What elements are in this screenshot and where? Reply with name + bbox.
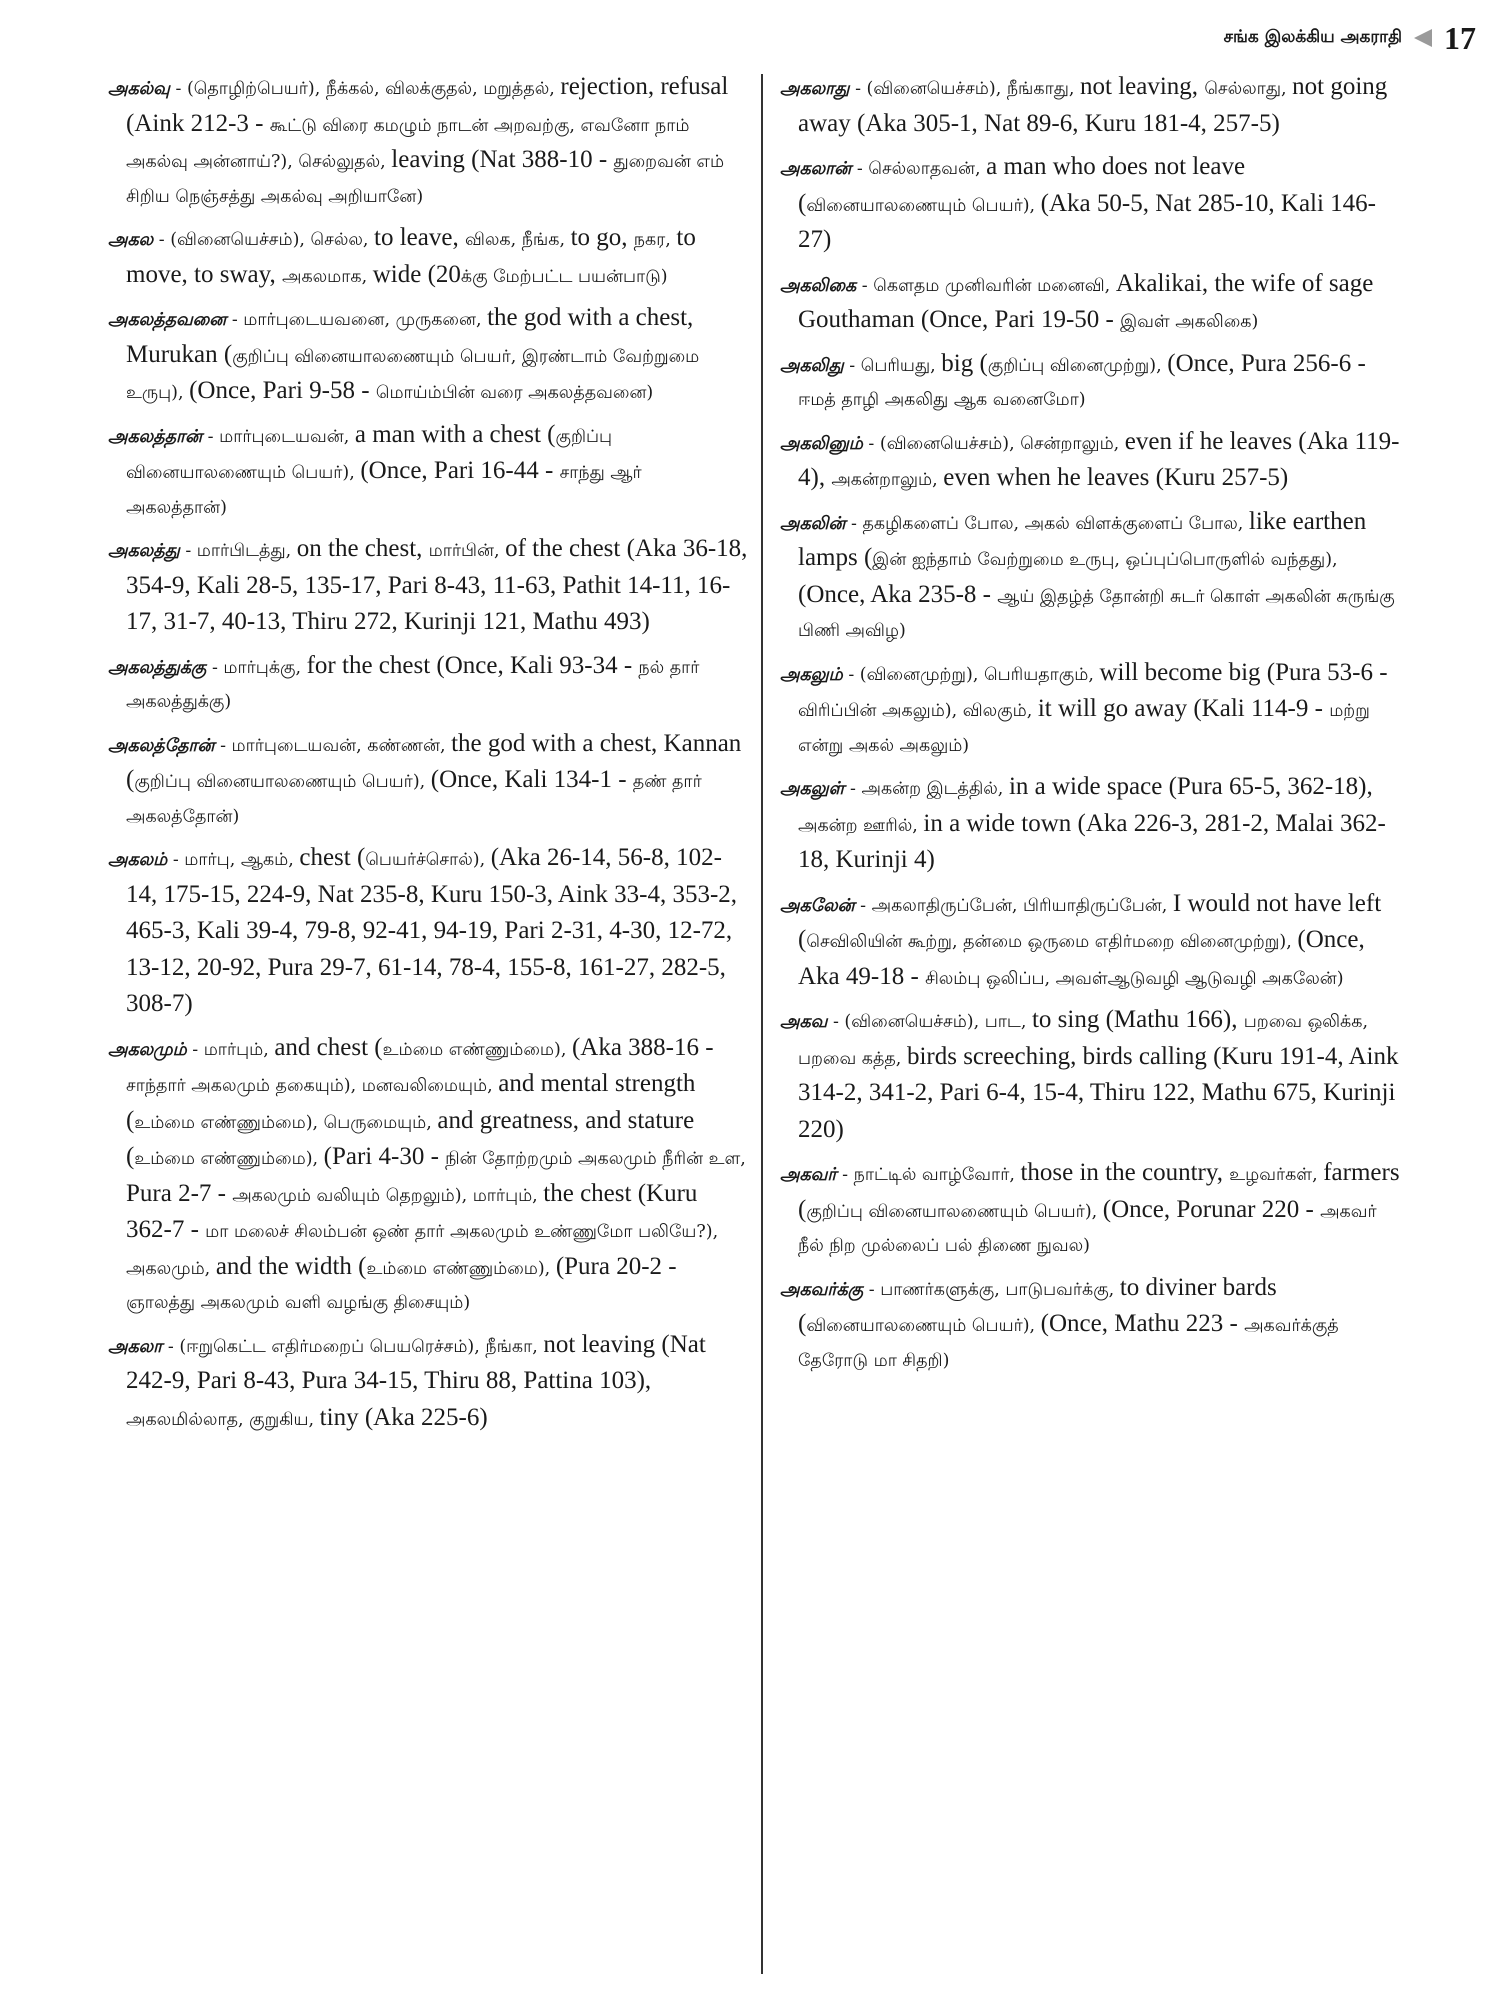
entry-tamil-text: - (வினையெச்சம்), சென்றாலும், [862,433,1125,454]
entry-english-text: wide (20 [372,260,461,288]
entry-tamil-text: மா மலைச் சிலம்பன் ஒண் தார் அகலமும் உண்ணுமோ பலியே?), அகலமும், [126,1222,719,1279]
entry-tamil-text: குறிப்பு வினையாலணையும் பெயர்), [806,1201,1103,1222]
entry-tamil-text: பறவை ஒலிக்க, பறவை கத்த, [798,1012,1369,1069]
page-number: 17 [1444,19,1476,56]
entry-english-text: and mental strength ( [126,1070,696,1134]
entry-english-text: (Aka 26-14, 56-8, 102-14, 175-15, 224-9, Nat 235-8, Kuru 150-3, Aink 33-4, 353-2, 465-3, Kali 39-4, 79-8, 92-41, 94-19, Pari 2-31, 4-30, 12-72, 13-12, 20-92, Pura 29-7, 61-14, 78-4, 155-8, 161-27, 282-5, 308-7) [126,844,738,1017]
entry-headword: அகலமும் [108,1039,187,1060]
entry-tamil-text: - (வினையெச்சம்), செல்ல, [153,230,375,250]
dictionary-entry [780,1003,1400,1149]
entry-english-text: to leave, [374,224,465,251]
entry-tamil-text: தண் தார் அகலத்தோன்) [126,772,702,827]
entry-tamil-text: - மார்பிடத்து, [179,541,297,561]
entry-tamil-text: - (வினையெச்சம்), நீங்காது, [849,79,1081,99]
entry-english-text: (Once, Aka 235-8 - [798,580,998,608]
entry-english-text: will become big (Pura 53-6 - [1099,658,1388,686]
entry-english-text: (Aka 388-16 - [571,1033,714,1061]
entry-tamil-text: - அகலாதிருப்பேன், பிரியாதிருப்பேன், [854,895,1173,916]
entry-english-text: and chest ( [274,1033,383,1061]
entry-headword: அகலா [108,1336,163,1357]
entry-headword: அகவ [780,1012,828,1032]
entry-english-text: the god with a chest, Kannan ( [126,729,742,793]
entry-english-text: not leaving, [1080,73,1205,100]
entry-tamil-text: - தகழிகளைப் போல, அகல் விளக்குளைப் போல, [845,513,1249,534]
entry-english-text: on the chest, [296,535,429,562]
entry-tamil-text: அகலமில்லாத, குறுகிய, [126,1409,320,1430]
entry-headword: அகலும் [780,664,843,685]
dictionary-entry [780,150,1400,260]
dictionary-entry [780,425,1400,498]
entry-tamil-text: - (ஈறுகெட்ட எதிர்மறைப் பெயரெச்சம்), நீங்கா, [162,1336,544,1357]
left-column [108,70,748,1990]
entry-tamil-text: நகர, [633,230,677,250]
entry-english-text: and the width ( [215,1252,367,1280]
entry-english-text: (Once, Pari 9-58 - [189,377,376,404]
entry-english-text: even when he leaves (Kuru 257-5) [943,464,1289,491]
dictionary-entry [780,1156,1400,1264]
entry-tamil-text: - மார்பும், [186,1039,275,1060]
entry-english-text: (Aka 50-5, Nat 285-10, Kali 146-27) [798,189,1377,253]
entry-tamil-text: அகவர் நீல் நிற முல்லைப் பல் திணை நுவல) [798,1201,1377,1256]
entry-tamil-text: - கௌதம முனிவரின் மனைவி, [856,275,1116,296]
dictionary-entry [108,1031,748,1321]
entry-tamil-text: அகன்றாலும், [831,470,944,490]
entry-tamil-text: ஈமத் தாழி அகலிது ஆக வனைமோ) [798,390,1086,410]
entry-tamil-text: அகவர்க்குத் தேரோடு மா சிதறி) [798,1316,1339,1371]
entry-headword: அகல்வு [108,79,170,99]
entry-english-text: not leaving (Nat 242-9, Pari 8-43, Pura 34-15, Thiru 88, Pattina 103), [126,1330,706,1394]
entry-english-text: (Once, Aka 49-18 - [798,926,1365,990]
entry-tamil-text: க்கு மேற்பட்ட பயன்பாடு) [460,266,668,287]
entry-english-text: the god with a chest, Murukan ( [126,304,694,368]
entry-tamil-text: ஆய் இதழ்த் தோன்றி சுடர் கொள் அகலின் சுருங்கு பிணி அவிழ) [798,586,1395,641]
entry-english-text: of the chest (Aka 36-18, 354-9, Kali 28-5, 135-17, Pari 8-43, 11-63, Pathit 14-11, 16-17, 31-7, 40-13, Thiru 272, Kurinji 121, Mathu 493) [126,535,748,635]
entry-tamil-text: குறிப்பு வினைமுற்று), [987,355,1168,376]
entry-tamil-text: - மார்புக்கு, [206,657,307,678]
entry-english-text: (Once, Pari 16-44 - [360,457,560,484]
entry-tamil-text: இவள் அகலிகை) [1120,312,1259,332]
entry-tamil-text: அகலமாக, [282,266,373,287]
entry-tamil-text: உம்மை எண்ணும்மை), பெருமையும், [134,1112,438,1133]
entry-tamil-text: ஞாலத்து அகலமும் வளி வழங்கு திசையும்) [126,1293,471,1313]
entry-tamil-text: - அகன்ற இடத்தில், [844,779,1009,799]
entry-english-text: farmers ( [798,1159,1400,1223]
dictionary-entry [780,267,1400,340]
triangle-marker-icon [1414,29,1432,47]
entry-english-text: to move, to sway, [126,224,696,288]
entry-tamil-text: சாந்தார் அகலமும் தகையும்), மனவலிமையும், [126,1076,499,1096]
entry-headword: அகலத்தான் [108,426,203,447]
entry-tamil-text: உம்மை எண்ணும்மை), [382,1039,572,1060]
entry-tamil-text: உம்மை எண்ணும்மை), [366,1258,556,1279]
entry-tamil-text: மொய்ம்பின் வரை அகலத்தவனை) [375,383,654,403]
entry-tamil-text: - மார்பு, ஆகம், [167,850,300,870]
entry-tamil-text: சிலம்பு ஒலிப்ப, அவள்ஆடுவழி ஆடுவழி அகலேன்) [925,968,1344,989]
entry-tamil-text: - (தொழிற்பெயர்), நீக்கல், விலக்குதல், மறுத்தல், [169,79,561,99]
entry-english-text: big ( [941,349,988,377]
entry-tamil-text: விரிப்பின் அகலும்), விலகும், [798,701,1038,721]
entry-headword: அகலத்துக்கு [108,657,207,678]
entry-tamil-text: விலக, நீங்க, [464,230,571,250]
dictionary-entry [780,70,1400,143]
entry-headword: அகலிது [780,355,844,376]
dictionary-entry [108,70,748,214]
entry-tamil-text: கூட்டு விரை கமழும் நாடன் அறவற்கு, எவனோ நாம் அகல்வு அன்னாய்?), செல்லுதல், [126,115,690,172]
entry-tamil-text: துறைவன் எம் சிறிய நெஞ்சத்து அகல்வு அறியானே) [126,152,725,207]
entry-tamil-text: சாந்து ஆர் அகலத்தான்) [126,463,642,518]
entry-english-text: rejection, refusal (Aink 212-3 - [126,73,729,137]
dictionary-entry [108,1328,748,1438]
entry-tamil-text: நல் தார் அகலத்துக்கு) [126,657,700,712]
entry-english-text: (Once, Pura 256-6 - [1167,349,1366,377]
entry-english-text: in a wide town (Aka 226-3, 281-2, Malai 362-18, Kurinji 4) [798,809,1386,873]
entry-english-text: birds screeching, birds calling (Kuru 191-4, Aink 314-2, 341-2, Pari 6-4, 15-4, Thiru 122, Mathu 675, Kurinji 220) [798,1042,1399,1143]
entry-headword: அகலினும் [780,433,863,454]
entry-tamil-text: - (வினைமுற்று), பெரியதாகும், [842,664,1100,685]
entry-headword: அகலத்து [108,541,180,561]
entry-headword: அகல [108,230,154,250]
entry-tamil-text: - செல்லாதவன், [851,159,987,179]
entry-tamil-text: நின் தோற்றமும் அகலமும் நீரின் உள, [445,1149,746,1169]
entry-english-text: chest ( [299,844,366,871]
page-header [1224,16,1476,60]
entry-english-text: it will go away (Kali 114-9 - [1037,695,1330,722]
dictionary-entry [108,418,748,526]
entry-tamil-text: குறிப்பு வினையாலணையும் பெயர்), [134,772,431,792]
entry-headword: அகலத்தவனை [108,310,227,330]
entry-tamil-text: அகலமும் வலியும் தெறலும்), மார்பும், [232,1185,544,1206]
entry-english-text: the chest (Kuru 362-7 - [126,1179,698,1243]
dictionary-entry [108,221,748,294]
entry-headword: அகலிகை [780,275,857,296]
entry-headword: அகலுள் [780,779,845,799]
entry-english-text: those in the country, [1020,1159,1230,1186]
entry-english-text: (Once, Mathu 223 - [1040,1310,1245,1337]
entry-tamil-text: செவிலியின் கூற்று, தன்மை ஒருமை எதிர்மறை வினைமுற்று), [806,932,1298,952]
entry-english-text: a man with a chest ( [354,420,556,448]
entry-english-text: even if he leaves (Aka 119-4), [798,427,1400,491]
entry-tamil-text: - பாணர்களுக்கு, பாடுபவர்க்கு, [863,1279,1120,1300]
dictionary-entry [108,649,748,720]
entry-tamil-text: மற்று என்று அகல் அகலும்) [798,701,1370,756]
entry-tamil-text: மார்பின், [428,541,506,561]
column-divider [761,74,763,1974]
entry-headword: அகலாது [780,79,850,99]
right-column [780,70,1400,1990]
entry-english-text: leaving (Nat 388-10 - [391,146,614,173]
entry-tamil-text: - பெரியது, [843,355,942,376]
entry-tamil-text: - (வினையெச்சம்), பாட, [827,1012,1032,1032]
entry-tamil-text: குறிப்பு வினையாலணையும் பெயர், இரண்டாம் வேற்றுமை உருபு), [126,346,700,403]
entry-english-text: (Pura 20-2 - [555,1252,677,1280]
entry-tamil-text: வினையாலணையும் பெயர்), [806,195,1041,216]
entry-english-text: (Once, Kali 134-1 - [430,766,633,793]
entry-english-text: Pura 2-7 - [126,1179,233,1207]
entry-tamil-text: பெயர்ச்சொல்), [365,850,491,870]
entry-headword: அகவர்க்கு [780,1279,864,1300]
entry-tamil-text: இன் ஐந்தாம் வேற்றுமை உருபு, ஒப்புப்பொருளில் வந்தது), [872,550,1338,570]
entry-tamil-text: - நாட்டில் வாழ்வோர், [836,1165,1021,1185]
entry-tamil-text: செல்லாது, [1204,79,1293,99]
dictionary-entry [108,841,748,1024]
entry-tamil-text: உம்மை எண்ணும்மை), [134,1149,324,1169]
entry-english-text: (Pari 4-30 - [323,1143,446,1170]
entry-tamil-text: உழவர்கள், [1229,1165,1324,1185]
entry-headword: அகலத்தோன் [108,735,215,756]
entry-english-text: tiny (Aka 225-6) [319,1403,488,1431]
entry-tamil-text: அகன்ற ஊரில், [798,815,924,836]
entry-english-text: not going away (Aka 305-1, Nat 89-6, Kuru 181-4, 257-5) [798,73,1388,137]
entry-tamil-text: வினையாலணையும் பெயர்), [806,1316,1041,1336]
entry-english-text: (Once, Porunar 220 - [1102,1195,1321,1223]
dictionary-entry [108,727,748,835]
dictionary-entry [108,301,748,411]
dictionary-entry [780,656,1400,764]
entry-english-text: to go, [570,224,634,251]
entry-headword: அகலான் [780,159,852,179]
entry-tamil-text: - மார்புடையவன், கண்ணன், [214,735,452,756]
entry-headword: அகலம் [108,850,168,870]
entry-english-text: Akalikai, the wife of sage Gouthaman (Once, Pari 19-50 - [798,269,1374,333]
entry-english-text: a man who does not leave ( [798,153,1246,217]
dictionary-entry [780,505,1400,649]
entry-english-text: in a wide space (Pura 65-5, 362-18), [1008,773,1373,800]
entry-headword: அகலின் [780,513,846,534]
entry-english-text: for the chest (Once, Kali 93-34 - [306,651,639,679]
entry-english-text: like earthen lamps ( [798,507,1367,571]
book-title: சங்க இலக்கிய அகராதி [1223,27,1402,47]
entry-english-text: I would not have left ( [798,889,1382,953]
entry-headword: அகலேன் [780,895,855,916]
entry-tamil-text: குறிப்பு வினையாலணையும் பெயர்), [126,426,613,483]
entry-english-text: to diviner bards ( [798,1273,1277,1337]
dictionary-entry [780,347,1400,418]
dictionary-entry [780,887,1400,997]
dictionary-entry [108,532,748,642]
entry-tamil-text: - மார்புடையவன், [202,426,355,447]
entry-tamil-text: - மார்புடையவனை, முருகனை, [226,310,488,330]
entry-english-text: to sing (Mathu 166), [1031,1006,1244,1033]
entry-english-text: and greatness, and stature ( [126,1106,695,1170]
entry-headword: அகவர் [780,1165,837,1185]
dictionary-entry [780,1271,1400,1379]
dictionary-entry [780,770,1400,880]
